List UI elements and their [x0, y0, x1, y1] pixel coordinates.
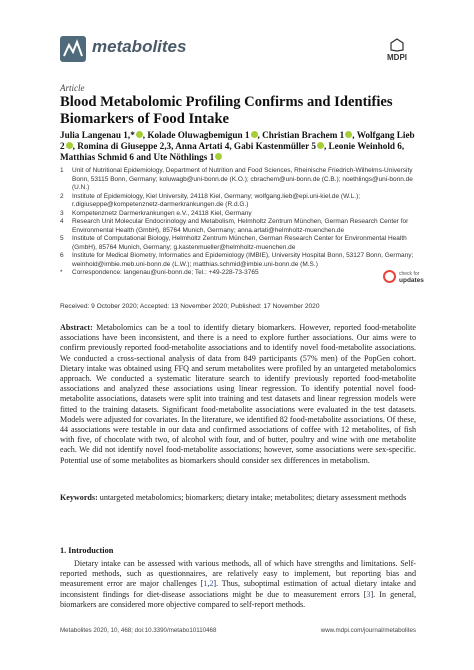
- abstract-text: Metabolomics can be a tool to identify dietary biomarkers. However, reported food-metabolite associations have been inconsistent, and there is a need to explore further associations. Our aims were to confirm previously reported food-metabolite associations and to identify novel food-metabolite associations. We conducted a cross-sectional analysis of data from 849 participants (57% men) of the PopGen cohort. Dietary intake was obtained using FFQ and serum metabolites were profiled by an untargeted metabolomics approach. We conducted a systematic literature search to identify previously reported food-metabolite associations and analyzed these associations using linear regression. To identify potential novel food-metabolite associations, datasets were split into training and test datasets and linear regression models were fitted to the training datasets. Significant food-metabolite associations were evaluated in the test datasets. Models were adjusted for covariates. In the literature, we identified 82 food-metabolite associations. Of these, 44 associations were testable in our data and confirmed associations of coffee with 12 metabolites, of fish with five, of chocolate with two, of alcohol with four, and of butter, poultry and wine with one metabolite each. We did not identify novel food-metabolite associations; however, some associations were sex-specific. Potential use of some metabolites as biomarkers should consider sex differences in metabolism.: [60, 323, 417, 465]
- author: Christian Brachem 1: [262, 130, 345, 140]
- author: Matthias Schmid 6: [60, 152, 135, 162]
- affiliation: [60, 210, 420, 219]
- intro-text: ]. Thus, suboptimal estimation of actual dietary intake and inconsistent findings for diet-disease associations might be due to measurement errors [: [60, 579, 416, 599]
- abstract: [60, 323, 416, 466]
- affiliation-text: Research Unit Molecular Endocrinology and Metabolism, Helmholtz Zentrum München, German Research Center for Environmental Health (GmbH), 85764 Munich, Germany; anna.artati@helmholtz-muenchen.de: [72, 218, 409, 234]
- keywords-label: Keywords:: [60, 493, 98, 502]
- author: Gabi Kastenmüller 5: [233, 141, 316, 151]
- affiliation-number: 1: [60, 167, 64, 174]
- citation-link[interactable]: 2: [209, 579, 214, 589]
- orcid-icon[interactable]: [317, 142, 324, 149]
- keywords-text: untargeted metabolomics; biomarkers; dietary intake; metabolites; dietary assessment methods: [99, 493, 407, 502]
- affiliation: [60, 235, 420, 252]
- author: Kolade Oluwagbemigun 1: [147, 130, 250, 140]
- affiliation-list: [60, 167, 420, 278]
- author: Wolfgang Lieb 2: [60, 130, 415, 151]
- publisher-logo: [378, 38, 416, 64]
- affiliation-number: 2: [60, 192, 64, 200]
- affiliation-number: 3: [60, 209, 64, 217]
- author: Anna Artati 4: [175, 141, 230, 151]
- orcid-icon[interactable]: [345, 131, 352, 138]
- check-updates-icon: [383, 270, 396, 283]
- check-updates-line1: check for: [399, 271, 420, 277]
- author: Romina di Giuseppe 2,3: [77, 141, 172, 151]
- affiliation-number: 4: [60, 218, 64, 225]
- intro-text: Dietary intake can be assessed with various methods, all of which have strengths and limitations. Self-reported methods, such as questionnaires, are relatively easy to implement, but reporting bias and measurement error are major challenges [: [60, 559, 416, 589]
- check-updates-line2: updates: [399, 277, 424, 284]
- correspondence: [60, 269, 420, 278]
- paper-title: Blood Metabolomic Profiling Confirms and Identifies Biomarkers of Food Intake: [60, 94, 393, 127]
- footer-journal-url[interactable]: www.mdpi.com/journal/metabolites: [320, 627, 416, 634]
- correspondence-text: Correspondence: langenau@uni-bonn.de; Tel.: +49-228-73-3765: [72, 269, 259, 276]
- publication-dates: Received: 9 October 2020; Accepted: 13 November 2020; Published: 17 November 2020: [60, 303, 320, 310]
- affiliation-text: Kompetenznetz Darmerkrankungen e.V., 24118 Kiel, Germany: [72, 209, 252, 217]
- author-list: Julia Langenau 1,* , Kolade Oluwagbemigun 1 , Christian Brachem 1 , Wolfgang Lieb 2 , Romina di Giuseppe 2,3, Anna Artati 4, Gabi Kastenmüller 5 , Leonie Weinhold 6, Matthias Schmid 6 and Ute Nöthlings 1: [60, 130, 415, 162]
- abstract-label: Abstract:: [60, 323, 93, 332]
- affiliation: [60, 252, 420, 269]
- article-type: Article: [60, 83, 85, 93]
- affiliation: [60, 218, 420, 235]
- citation-separator: ,: [207, 579, 210, 589]
- author: Julia Langenau 1,*: [60, 130, 135, 140]
- orcid-icon[interactable]: [215, 153, 222, 160]
- citation-link[interactable]: 1: [203, 579, 208, 589]
- affiliation: [60, 167, 420, 193]
- affiliation-number: *: [60, 269, 63, 276]
- orcid-icon[interactable]: [251, 131, 258, 138]
- affiliation: [60, 193, 420, 210]
- orcid-icon[interactable]: [136, 131, 143, 138]
- orcid-icon[interactable]: [66, 142, 73, 149]
- author: Leonie Weinhold 6: [328, 141, 402, 151]
- journal-name: metabolites: [92, 37, 187, 56]
- affiliation-text: Unit of Nutritional Epidemiology, Department of Nutrition and Food Sciences, Rheinische Friedrich-Wilhelms-University Bonn, 53115 Bonn, Germany; koluwagb@uni-bonn.de (K.O.); cbrachem@uni-bonn.de (C.B.); noethlings@uni-bonn.de (U.N.): [72, 167, 413, 191]
- footer-citation: Metabolites 2020, 10, 468; doi:10.3390/metabo10110468: [60, 627, 217, 634]
- section-heading: 1. Introduction: [60, 546, 114, 555]
- affiliation-number: 5: [60, 235, 64, 242]
- mdpi-logo-icon: [378, 38, 416, 52]
- intro-paragraph: [60, 559, 416, 610]
- intro-text: ]. In general, biomarkers are considered more objective compared to self-report methods.: [60, 589, 416, 609]
- citation-link[interactable]: 3: [366, 589, 371, 599]
- affiliation-number: 6: [60, 252, 64, 259]
- journal-logo-icon: [60, 36, 86, 62]
- journal-header: [60, 36, 420, 70]
- publisher-logo-text: MDPI: [387, 53, 407, 62]
- author: Ute Nöthlings 1: [153, 152, 215, 162]
- affiliation-text: Institute for Medical Biometry, Informatics and Epidemiology (IMBIE), University Hospital Bonn, 53127 Bonn, Germany; weinhold@imbie.meb.uni-bonn.de (L.W.); matthias.schmid@imbie.uni-bonn.de (M.S.): [72, 252, 414, 268]
- affiliation-text: Institute of Epidemiology, Kiel University, 24118 Kiel, Germany; wolfgang.lieb@epi.uni-kiel.de (W.L.); r.digiuseppe@kompetenznetz-darmerkrankungen.de (R.d.G.): [72, 192, 361, 208]
- affiliation-text: Institute of Computational Biology, Helmholtz Zentrum München, German Research Center for Environmental Health (GmbH), 85764 Munich, Germany; g.kastenmueller@helmholtz-muenchen.de: [72, 235, 407, 251]
- check-for-updates-badge[interactable]: [383, 270, 423, 302]
- keywords: [60, 493, 416, 503]
